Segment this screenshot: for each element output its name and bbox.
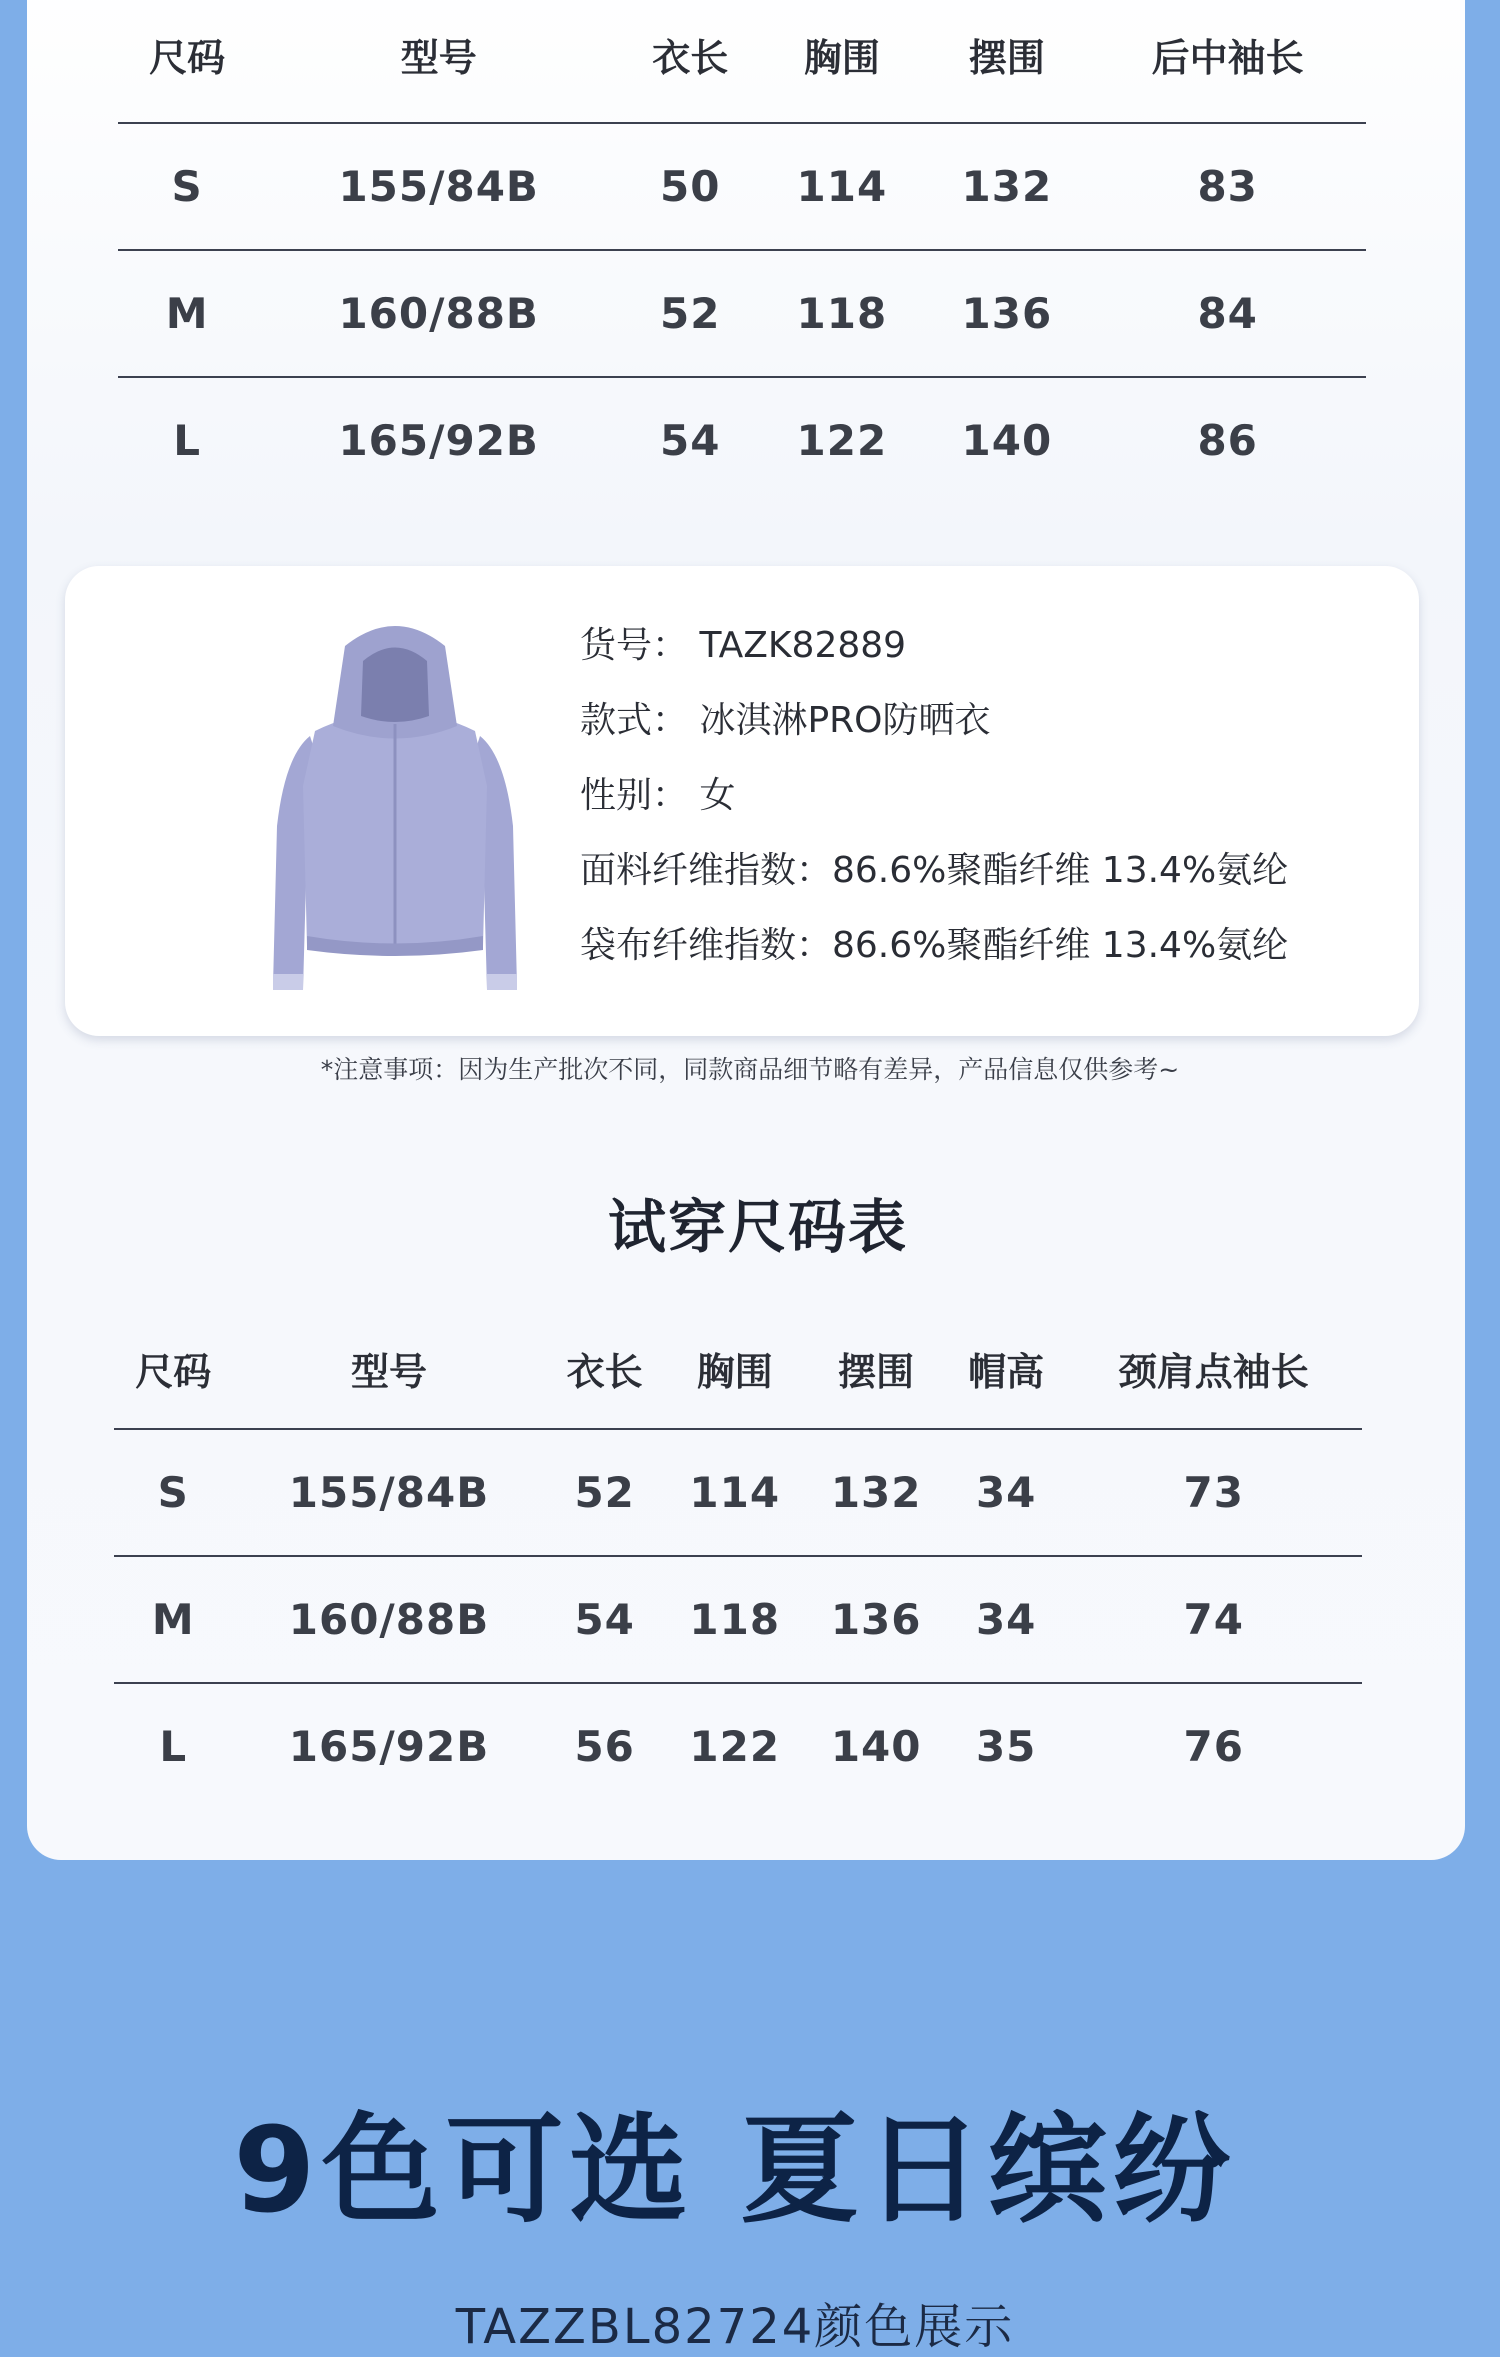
table-cell: 86: [1089, 377, 1366, 503]
table-cell: 52: [545, 1429, 664, 1556]
table-cell: 114: [664, 1429, 805, 1556]
table-cell: L: [114, 1683, 233, 1809]
table-header-row: [114, 1308, 1362, 1429]
table-cell: 52: [621, 250, 759, 377]
header-cell: 后中袖长: [1151, 36, 1304, 80]
disclaimer-note: *注意事项：因为生产批次不同，同款商品细节略有差异，产品信息仅供参考~: [320, 1055, 1180, 1084]
table-cell: 50: [621, 123, 759, 250]
product-gender: 性别： 女: [580, 775, 736, 816]
header-cell: 颈肩点袖长: [1118, 1349, 1309, 1394]
table-cell: 83: [1089, 123, 1366, 250]
table-cell: M: [114, 1556, 233, 1683]
table-cell: M: [118, 250, 256, 377]
header-cell: 尺码: [149, 36, 226, 80]
table-row: [114, 1683, 1362, 1809]
table-cell: 165/92B: [233, 1683, 546, 1809]
header-cell: 衣长: [566, 1349, 643, 1394]
fitting-size-table: [114, 1308, 1362, 1809]
product-style: 款式： 冰淇淋PRO防晒衣: [580, 700, 991, 741]
product-fabric: 面料纤维指数：86.6%聚酯纤维 13.4%氨纶: [580, 850, 1289, 891]
table-cell: 118: [664, 1556, 805, 1683]
header-cell: 型号: [350, 1349, 427, 1394]
table-cell: 84: [1089, 250, 1366, 377]
table-cell: 54: [621, 377, 759, 503]
table-cell: 34: [947, 1429, 1066, 1556]
header-cell: 帽高: [968, 1349, 1045, 1394]
table-cell: 34: [947, 1556, 1066, 1683]
table-cell: 140: [805, 1683, 946, 1809]
fitting-size-title: 试穿尺码表: [607, 1193, 908, 1261]
table-cell: S: [114, 1429, 233, 1556]
table-cell: 132: [924, 123, 1089, 250]
header-cell: 摆围: [968, 36, 1045, 80]
table-cell: 118: [759, 250, 924, 377]
size-table: [118, 0, 1366, 503]
table-cell: 136: [924, 250, 1089, 377]
table-row: [114, 1556, 1362, 1683]
table-cell: 35: [947, 1683, 1066, 1809]
table-cell: 74: [1065, 1556, 1362, 1683]
colors-subline: TAZZBL82724颜色展示: [455, 2299, 1015, 2355]
table-cell: 56: [545, 1683, 664, 1809]
header-cell: 胸围: [696, 1349, 773, 1394]
table-cell: 114: [759, 123, 924, 250]
product-sku: 货号： TAZK82889: [580, 625, 907, 666]
colors-headline: 9色可选 夏日缤纷: [233, 2101, 1237, 2239]
table-cell: 140: [924, 377, 1089, 503]
table-cell: 155/84B: [256, 123, 621, 250]
table-cell: 136: [805, 1556, 946, 1683]
hooded-jacket-icon: [215, 606, 575, 1006]
table-cell: 122: [759, 377, 924, 503]
product-info-card: [65, 566, 1419, 1036]
header-cell: 尺码: [135, 1349, 212, 1394]
table-cell: S: [118, 123, 256, 250]
product-info-list: [580, 614, 1288, 989]
table-cell: 132: [805, 1429, 946, 1556]
table-cell: 76: [1065, 1683, 1362, 1809]
table-cell: 165/92B: [256, 377, 621, 503]
product-pocket-fabric: 袋布纤维指数：86.6%聚酯纤维 13.4%氨纶: [580, 925, 1289, 966]
table-cell: 122: [664, 1683, 805, 1809]
table-cell: 73: [1065, 1429, 1362, 1556]
table-cell: 160/88B: [233, 1556, 546, 1683]
table-row: [114, 1429, 1362, 1556]
table-cell: 155/84B: [233, 1429, 546, 1556]
header-cell: 胸围: [803, 36, 880, 80]
table-cell: 54: [545, 1556, 664, 1683]
header-cell: 型号: [400, 36, 477, 80]
table-row: [118, 377, 1366, 503]
table-header-row: [118, 0, 1366, 123]
table-cell: 160/88B: [256, 250, 621, 377]
header-cell: 衣长: [652, 36, 729, 80]
table-row: [118, 123, 1366, 250]
table-row: [118, 250, 1366, 377]
table-cell: L: [118, 377, 256, 503]
header-cell: 摆围: [838, 1349, 915, 1394]
